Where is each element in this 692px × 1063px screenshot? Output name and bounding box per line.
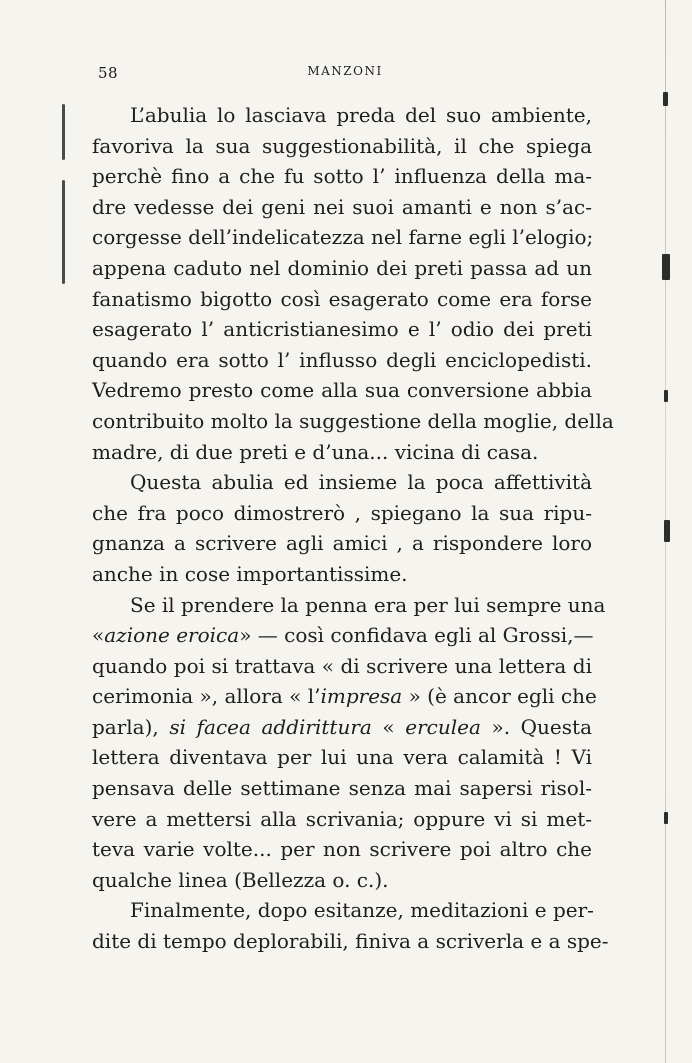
text-line: contribuito molto la suggestione della moglie, della (92, 408, 614, 433)
running-title: MANZONI (307, 64, 383, 78)
text-line: Vedremo presto come alla sua conversione abbia (92, 378, 592, 403)
text-line: pensava delle settimane senza mai sapersi risol- (92, 776, 592, 801)
text-segment: « (371, 714, 406, 739)
edge-mark-5 (664, 812, 668, 824)
text-segment: parla), (92, 714, 170, 739)
edge-mark-1 (663, 92, 668, 106)
text-line-with-italics (92, 681, 597, 712)
text-line: madre, di due preti e d’una... vicina di casa. (92, 439, 539, 464)
italic-segment: erculea (405, 714, 481, 739)
body-text (92, 100, 614, 957)
text-line: qualche linea (Bellezza o. c.). (92, 867, 389, 892)
text-line: appena caduto nel dominio dei preti passa ad un (92, 255, 592, 280)
text-line: perchè fino a che fu sotto l’ influenza della ma- (92, 164, 592, 189)
text-line-with-italics (92, 712, 592, 743)
page-header (98, 64, 592, 84)
text-line: Se il prendere la penna era per lui sempre una (130, 592, 606, 617)
text-line: corgesse dell’indelicatezza nel farne egli l’elogio; (92, 225, 594, 250)
text-line: lettera diventava per lui una vera calamità ! Vi (92, 745, 592, 770)
text-line: gnanza a scrivere agli amici , a rispondere loro (92, 531, 592, 556)
text-line-with-italics (92, 620, 592, 651)
edge-mark-3 (664, 390, 668, 402)
margin-mark-lower (62, 180, 65, 284)
margin-mark-upper (62, 104, 65, 160)
text-line: L’abulia lo lasciava preda del suo ambiente, (130, 103, 592, 127)
text-line: anche in cose importantissime. (92, 561, 408, 586)
edge-mark-2 (662, 254, 670, 280)
italic-segment: azione eroica (104, 623, 240, 648)
italic-segment: impresa (320, 684, 403, 709)
text-line: fanatismo bigotto così esagerato come era forse (92, 286, 592, 311)
text-segment: » (è ancor egli che (402, 684, 597, 709)
text-segment: « (92, 623, 105, 648)
text-line: favoriva la sua suggestionabilità, il che spiega (92, 133, 592, 158)
text-line: esagerato l’ anticristianesimo e l’ odio dei preti (92, 317, 592, 342)
text-line: Questa abulia ed insieme la poca affettività (130, 470, 592, 495)
text-segment: » — così confidava egli al Grossi,— (239, 623, 594, 648)
text-line: vere a mettersi alla scrivania; oppure vi si met- (92, 806, 592, 831)
text-line: quando poi si trattava « di scrivere una lettera di (92, 653, 592, 678)
text-line: quando era sotto l’ influsso degli enciclopedisti. (92, 347, 592, 372)
text-line: che fra poco dimostrerò , spiegano la sua ripu- (92, 500, 592, 525)
edge-mark-4 (664, 520, 670, 542)
text-line: dre vedesse dei geni nei suoi amanti e non s’ac- (92, 194, 592, 219)
text-segment: cerimonia », allora « l’ (92, 684, 321, 709)
text-line: Finalmente, dopo esitanze, meditazioni e per- (130, 898, 594, 923)
text-segment: ». Questa (480, 714, 592, 739)
italic-segment: si facea addirittura (169, 714, 372, 739)
text-line: dite di tempo deplorabili, finiva a scriverla e a spe- (92, 929, 609, 954)
text-line: teva varie volte... per non scrivere poi altro che (92, 837, 592, 862)
page-number: 58 (98, 64, 119, 82)
